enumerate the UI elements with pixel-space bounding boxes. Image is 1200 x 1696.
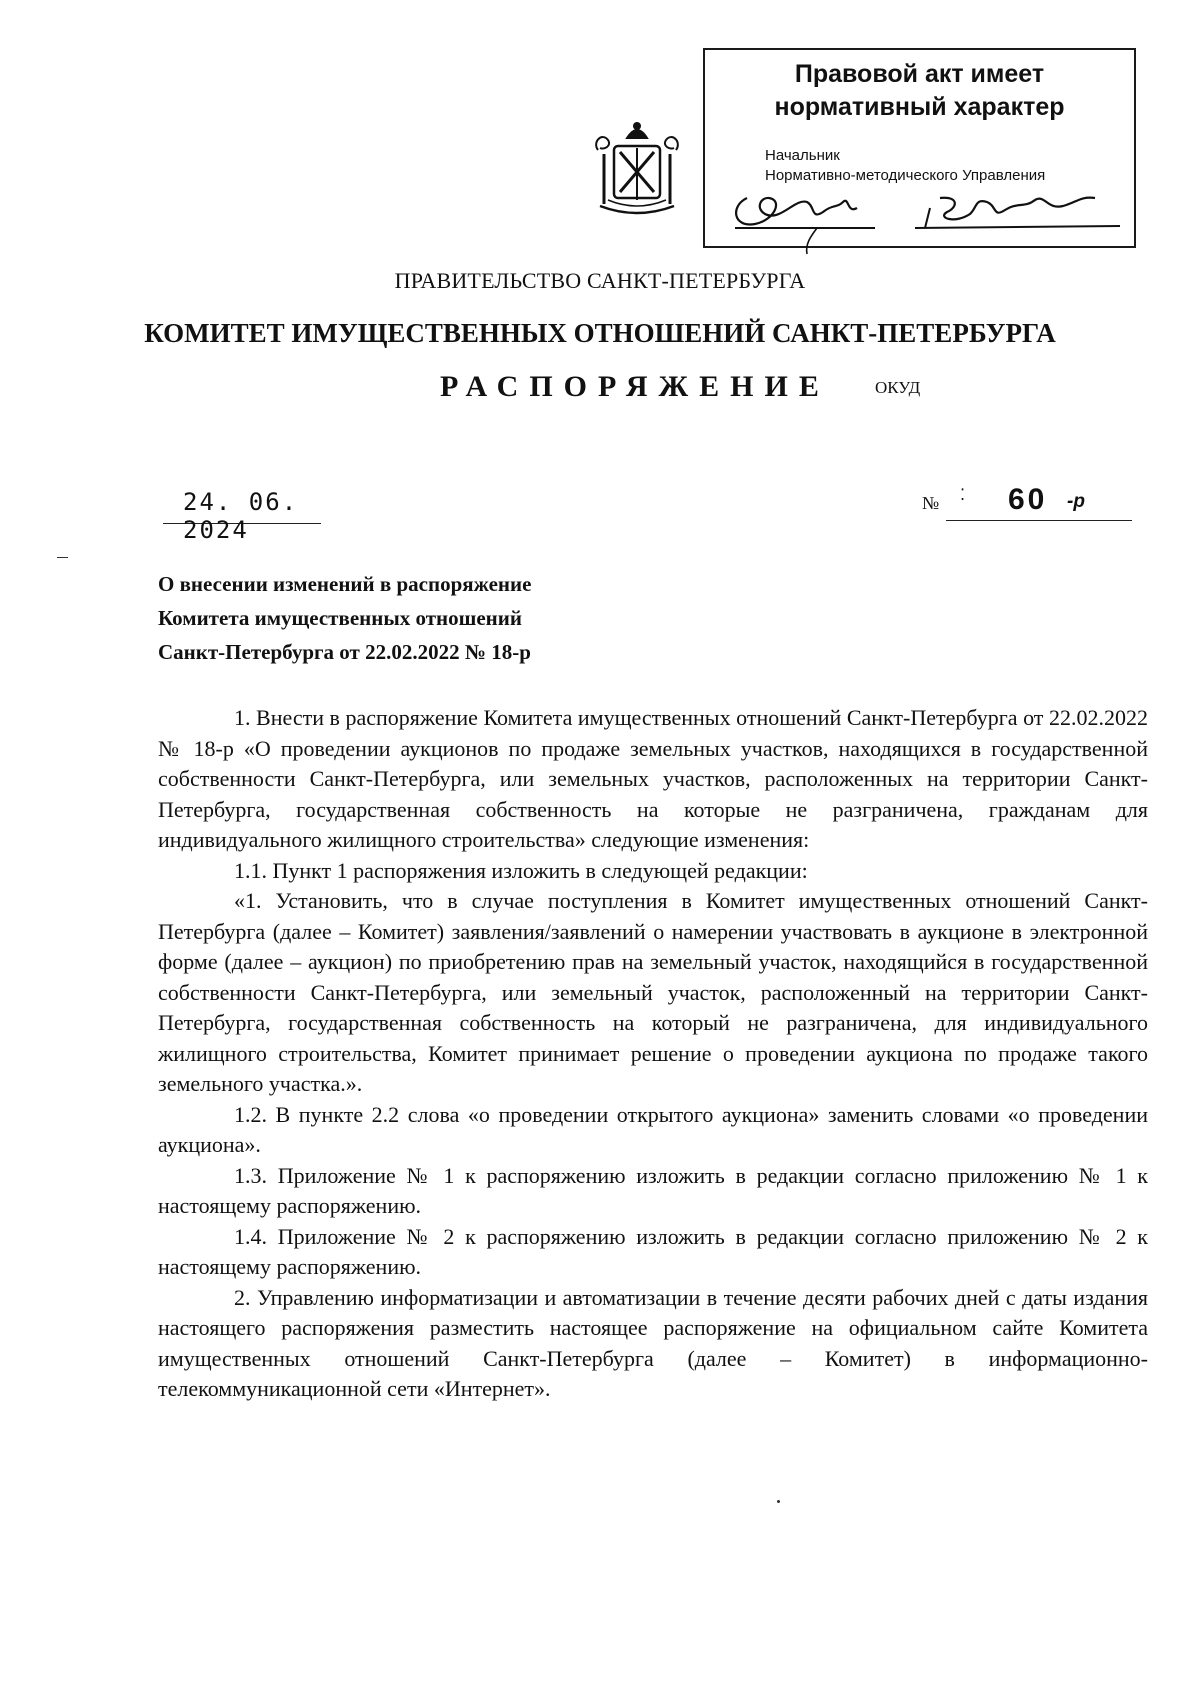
paragraph-2: 2. Управлению информатизации и автоматизации в течение десяти рабочих дней с даты издания настоящего распоряжения разместить настоящее распоряжение на официальном сайте Комитета имущественных отношений Санкт-Петербурга (далее – Комитет) в информационно-телекоммуникационной сети «Интернет». [158,1284,1148,1401]
number-mark: ⁚ [960,487,966,504]
government-name: ПРАВИТЕЛЬСТВО САНКТ-ПЕТЕРБУРГА [394,268,806,293]
document-type: РАСПОРЯЖЕНИЕ [440,370,830,403]
subject-line2: Комитета имущественных отношений [158,606,522,630]
margin-mark [57,557,68,558]
stamp-title-line2: нормативный характер [774,93,1065,121]
stamp-position-line2: Нормативно-методического Управления [765,167,1046,184]
paragraph-1: 1. Внести в распоряжение Комитета имущественных отношений Санкт-Петербурга от 22.02.2022 № 18-р «О проведении аукционов по продаже земельных участков, находящихся в государственной собственности Санкт-Петербурга, или земельных участков, расположенных на территории Санкт-Петербурга, государственная собственность на которые не разграничена, гражданам для индивидуального жилищного строительства» следующие изменения: [158,705,1148,852]
paragraph-1-4: 1.4. Приложение № 2 к распоряжению изложить в редакции согласно приложению № 2 к настоящему распоряжению. [158,1223,1148,1279]
paragraph-1-2: 1.2. В пункте 2.2 слова «о проведении открытого аукциона» заменить словами «о проведении аукциона». [158,1101,1148,1157]
subject-line3: Санкт-Петербурга от 22.02.2022 № 18-р [158,640,531,664]
document-number [922,485,1132,521]
committee-name: КОМИТЕТ ИМУЩЕСТВЕННЫХ ОТНОШЕНИЙ САНКТ-ПЕТЕРБУРГА [144,318,1056,348]
handwritten-signature-icon [725,178,1125,258]
normative-stamp [703,48,1136,248]
document-body [158,703,1148,1405]
page-dot [777,1500,780,1503]
subject-line1: О внесении изменений в распоряжение [158,572,532,596]
number-suffix: -р [1067,491,1085,512]
paragraph-1-3: 1.3. Приложение № 1 к распоряжению изложить в редакции согласно приложению № 1 к настоящему распоряжению. [158,1162,1148,1218]
document-subject [158,567,718,669]
number-value: 60 [1008,483,1048,516]
document-date: 24. 06. 2024 [163,488,321,524]
okud-label: ОКУД [875,378,921,397]
paragraph-1-1-text: «1. Установить, что в случае поступления в Комитет имущественных отношений Санкт-Петербурга (далее – Комитет) заявления/заявлений о намерении участвовать в аукционе в электронной форме (далее – аукцион) по приобретению прав на земельный участок, находящийся в государственной собственности Санкт-Петербурга, или земельный участок, расположенный на территории Санкт-Петербурга, государственная собственность на который не разграничена, для индивидуального жилищного строительства, Комитет принимает решение о проведении аукциона по продаже такого земельного участка.». [158,888,1148,1096]
stamp-title-line1: Правовой акт имеет [794,60,1045,88]
number-underline [946,520,1132,521]
stamp-position-line1: Начальник [765,147,840,164]
spb-coat-of-arms-icon [590,120,684,220]
number-sign: № [922,493,940,513]
stamp-title [705,58,1134,124]
paragraph-1-1: 1.1. Пункт 1 распоряжения изложить в следующей редакции: [234,857,808,883]
